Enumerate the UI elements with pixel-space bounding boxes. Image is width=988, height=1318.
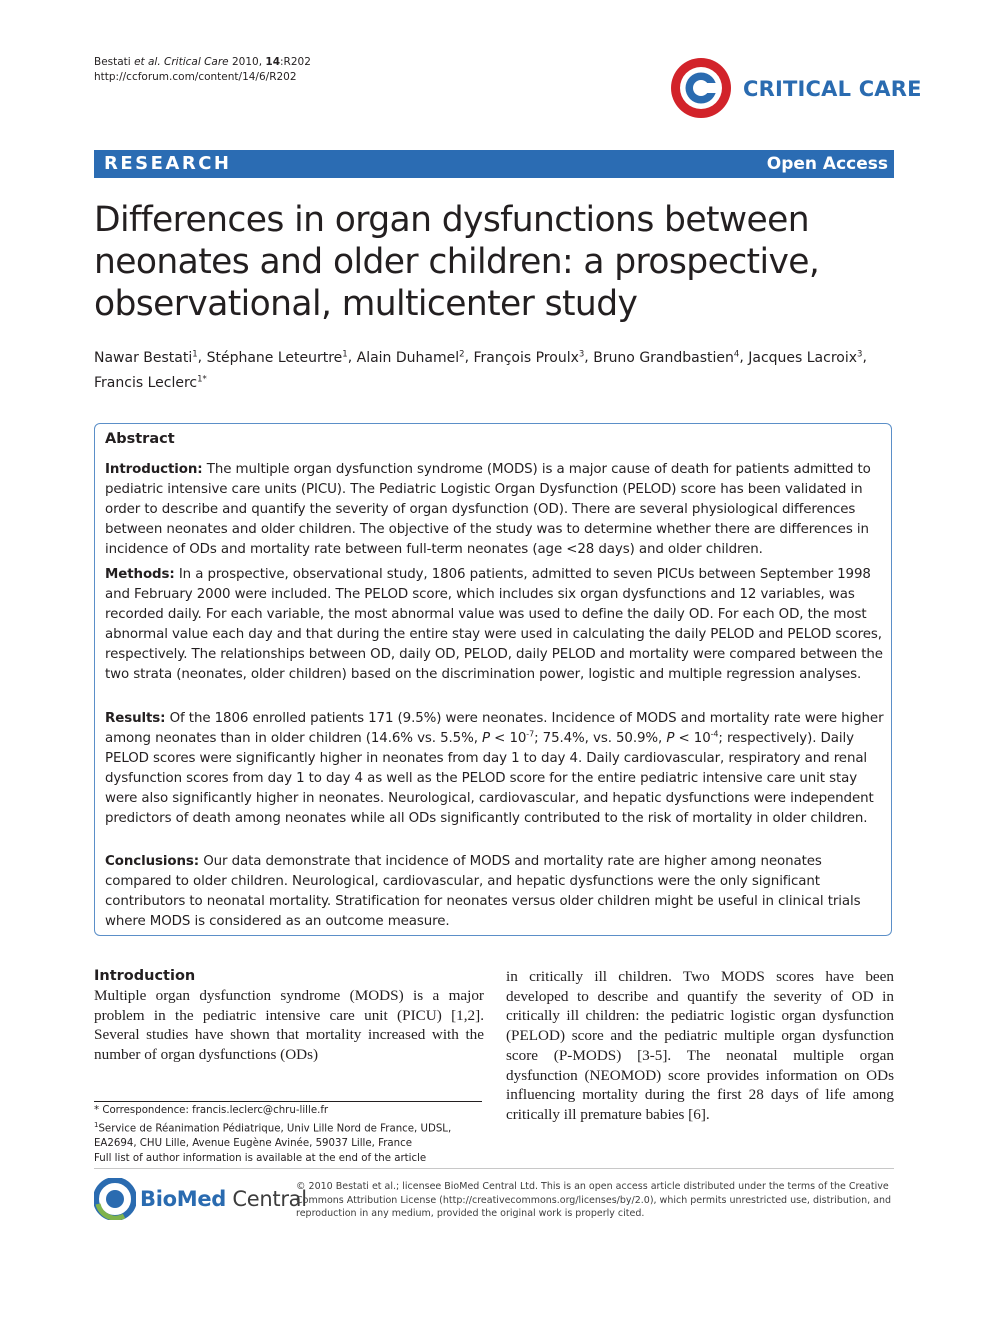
section-heading-introduction: Introduction [94,968,196,984]
open-access-label: Open Access [766,154,888,174]
body-paragraph: Multiple organ dysfunction syndrome (MODS) is a major problem in the pediatric intensive care unit (PICU) [1,2]. Several studies have shown that mortality increased with the number of organ dysfunctions (ODs) [94,987,484,1064]
citation-line: Bestati et al. Critical Care 2010, 14:R202 [94,56,311,68]
author[interactable]: François Proulx$^3$ [473,349,585,366]
author-list: Nawar Bestati$^1$, Stéphane Leteurtre$^1$, Alain Duhamel$^2$, François Proulx$^3$, Bruno Grandbastien$^4$, Jacques Lacroix$^3$, Francis Leclerc$^{1*}$ [94,349,867,392]
publisher-logo [94,1178,307,1220]
abstract-heading: Abstract [105,431,175,447]
footnote-divider [94,1101,482,1102]
journal-logo-text: CRITICAL CARE [743,77,922,101]
article-url[interactable]: http://ccforum.com/content/14/6/R202 [94,71,297,83]
body-column-right: in critically ill children. Two MODS scores have been developed to describe and quantify the severity of OD in critically ill children: the pediatric logistic organ dysfunction (PELOD) score and the pediatric multiple organ dysfunction score (P-MODS) [3-5]. The neonatal multiple organ dysfunction (NEOMOD) score provides information on ODs influencing mortality during the first 28 days of life among critically ill premature babies [6]. [506,968,894,1123]
citation-header [94,55,311,85]
section-label: RESEARCH [104,153,232,174]
abstract-conclusions: Conclusions: Our data demonstrate that incidence of MODS and mortality rate are higher among neonates compared to older children. Neurological, cardiovascular, and hepatic dysfunctions were the only significant contributors to neonatal mortality. Stratification for neonates versus older children might be useful in clinical trials where MODS is considered as an outcome measure. [105,854,861,929]
license-statement: © 2010 Bestati et al.; licensee BioMed Central Ltd. This is an open access article distributed under the terms of the Creative Commons Attribution License (http://creativecommons.org/licenses/by/2.0), which permits unrestricted use, distribution, and reproduction in any medium, provided the original work is properly cited. [296,1181,892,1219]
body-column-left [94,966,484,1065]
author[interactable]: Nawar Bestati$^1$ [94,349,198,366]
abstract-methods: Methods: In a prospective, observational study, 1806 patients, admitted to seven PICUs between September 1998 and February 2000 were included. The PELOD score, which includes six organ dysfunctions and 12 variables, was recorded daily. For each variable, the most abnormal value was used to define the daily OD. For each OD, the most abnormal value each day and that during the entire stay were used in calculating the daily PELOD and PELOD scores, respectively. The relationships between OD, daily OD, PELOD, daily PELOD and mortality were compared between the two strata (neonates, older children) based on the discrimination power, logistic and multiple regression analyses. [105,567,883,682]
journal-logo [670,57,922,119]
article-title: Differences in organ dysfunctions between neonates and older children: a prospective, observational, multicenter study [94,200,820,324]
author[interactable]: Jacques Lacroix$^3$ [748,349,863,366]
footnotes [94,1103,484,1166]
abstract-results: Results: Of the 1806 enrolled patients 171 (9.5%) were neonates. Incidence of MODS and mortality rate were higher among neonates than in older children (14.6% vs. 5.5%, $P < 10^{-7}$; 75.4%, vs. 50.9%, $P < 10^{-4}$; respectively). Daily PELOD scores were significantly higher in neonates from day 1 to day 4. Daily cardiovascular, respiratory and renal dysfunction scores from day 1 to day 4 as well as the PELOD score for the entire pediatric intensive care unit stay were also significantly higher in neonates. Neurological, cardiovascular, and hepatic dysfunctions were independent predictors of death among neonates while all ODs significantly contributed to the risk of mortality in older children. [105,711,884,826]
author[interactable]: Francis Leclerc$^{1*}$ [94,374,207,392]
author[interactable]: Stéphane Leteurtre$^1$ [206,349,348,366]
author[interactable]: Alain Duhamel$^2$ [356,349,465,366]
correspondence-note[interactable]: * Correspondence: francis.leclerc@chru-lille.fr [94,1105,329,1116]
critical-care-logo-icon [670,57,732,119]
biomed-central-logo-icon [94,1178,136,1220]
abstract-box [94,423,892,936]
author[interactable]: Bruno Grandbastien$^4$ [593,349,740,366]
abstract-introduction: Introduction: The multiple organ dysfunction syndrome (MODS) is a major cause of death for patients admitted to pediatric intensive care units (PICU). The Pediatric Logistic Organ Dysfunction (PELOD) score has been validated in order to describe and quantify the severity of organ dysfunction (OD). There are several physiological differences between neonates and older children. The objective of the study was to determine whether there are differences in incidence of ODs and mortality rate between full-term neonates (age <28 days) and older children. [105,462,871,557]
publisher-logo-text: BioMed Central [140,1187,307,1211]
footer-divider [94,1168,894,1169]
author-info-note: Full list of author information is available at the end of the article [94,1153,427,1165]
section-banner [94,150,894,178]
affiliation-note: $^1$Service de Réanimation Pédiatrique, Univ Lille Nord de France, UDSL, EA2694, CHU Lille, Avenue Eugène Avinée, 59037 Lille, France [94,1121,452,1150]
